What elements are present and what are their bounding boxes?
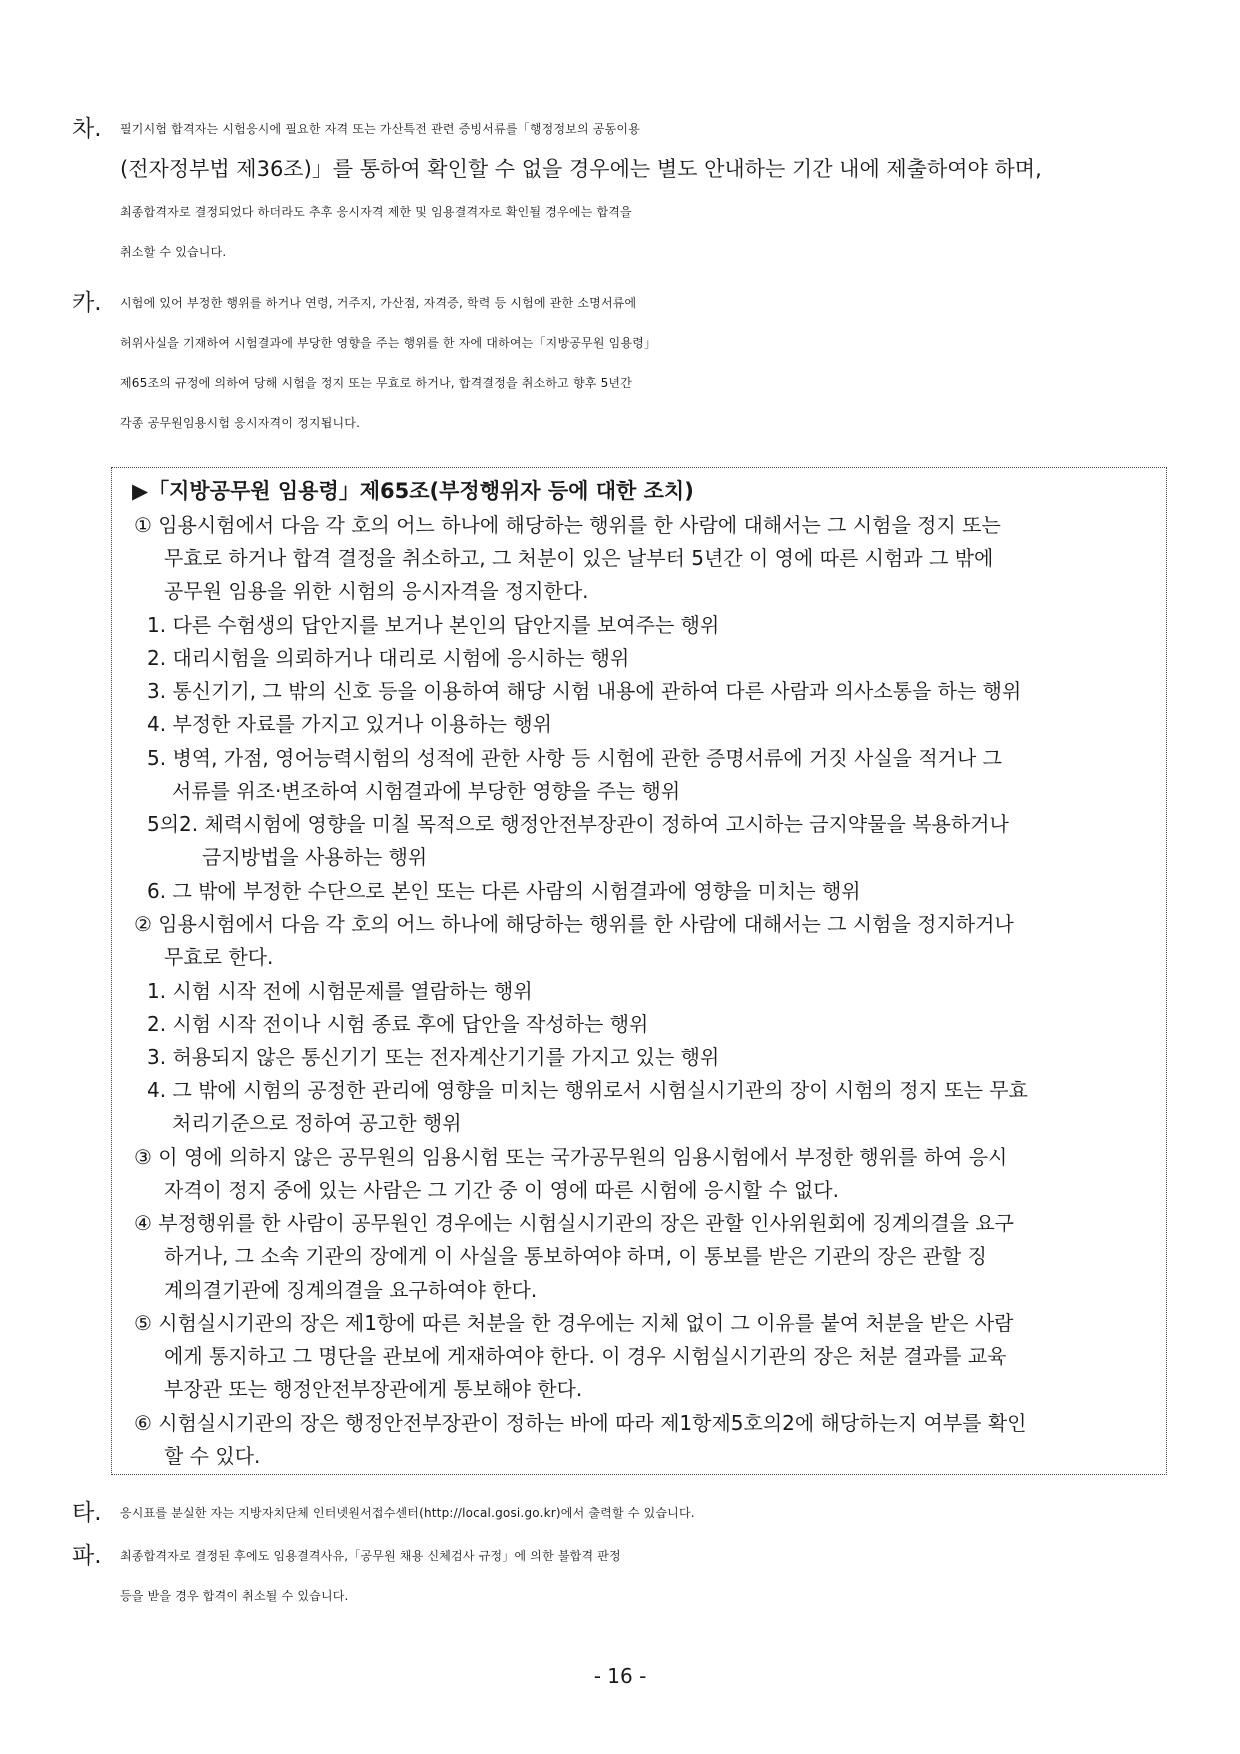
box-line: 1. 시험 시작 전에 시험문제를 열람하는 행위 [147,979,533,1003]
box-line: ⑥ 시험실시기관의 장은 행정안전부장관이 정하는 바에 따라 제1항제5호의2에 해당하는지 여부를 확인 [134,1411,1027,1435]
box-line: 5의2. 체력시험에 영향을 미칠 목적으로 행정안전부장관이 정하여 고시하는 금지약물을 복용하거나 [147,812,1009,836]
item-line: 응시표를 분실한 자는 지방자치단체 인터넷원서접수센터(http://local.gosi.go.kr)에서 출력할 수 있습니다. [120,1506,695,1520]
box-line: ① 임용시험에서 다음 각 호의 어느 하나에 해당하는 행위를 한 사람에 대해서는 그 시험을 정지 또는 [134,513,1001,537]
item-ta [72,1493,1178,1533]
item-marker: 타. [72,1500,102,1526]
item-line: 제65조의 규정에 의하여 당해 시험을 정지 또는 무효로 하거나, 합격결정을 취소하고 향후 5년간 [120,376,632,390]
box-line: 2. 시험 시작 전이나 시험 종료 후에 답안을 작성하는 행위 [147,1012,649,1036]
item-line: 취소할 수 있습니다. [120,245,227,259]
box-line: 4. 그 밖에 시험의 공정한 관리에 영향을 미치는 행위로서 시험실시기관의 장이 시험의 정지 또는 무효 [147,1078,1028,1102]
law-citation: (전자정부법 제36조)」를 통하여 확인할 수 없을 경우에는 별도 안내하는 기간 내에 제출하여야 하며, [120,157,1042,181]
item-line: 필기시험 합격자는 시험응시에 필요한 자격 또는 가산특전 관련 증빙서류를「행정정보의 공동이용 [120,122,641,136]
box-line: 할 수 있다. [164,1444,261,1468]
item-line: 각종 공무원임용시험 응시자격이 정지됩니다. [120,416,361,430]
item-line [72,149,1178,192]
box-line: 무효로 하거나 합격 결정을 취소하고, 그 처분이 있은 날부터 5년간 이 영에 따른 시험과 그 밖에 [164,546,994,570]
box-line: 1. 다른 수험생의 답안지를 보거나 본인의 답안지를 보여주는 행위 [147,613,720,637]
item-pa [72,1536,1178,1616]
item-ka [72,283,1178,443]
box-line: ③ 이 영에 의하지 않은 공무원의 임용시험 또는 국가공무원의 임용시험에서 부정한 행위를 하여 응시 [134,1145,1008,1169]
box-line: 4. 부정한 자료를 가지고 있거나 이용하는 행위 [147,712,552,736]
box-line: 공무원 임용을 위한 시험의 응시자격을 정지한다. [164,579,589,603]
item-line: 시험에 있어 부정한 행위를 하거나 연령, 거주지, 가산점, 자격증, 학력 등 시험에 관한 소명서류에 [120,296,637,310]
box-line: 부장관 또는 행정안전부장관에게 통보해야 한다. [164,1377,583,1401]
box-line: 6. 그 밖에 부정한 수단으로 본인 또는 다른 사람의 시험결과에 영향을 미치는 행위 [147,879,861,903]
law-excerpt-title: ▶「지방공무원 임용령」제65조(부정행위자 등에 대한 조치) [132,479,694,503]
box-line: ⑤ 시험실시기관의 장은 제1항에 따른 처분을 한 경우에는 지체 없이 그 이유를 붙여 처분을 받은 사람 [134,1311,1014,1335]
item-marker: 차. [72,116,102,142]
law-excerpt-box [111,467,1167,1475]
box-line: 하거나, 그 소속 기관의 장에게 이 사실을 통보하여야 하며, 이 통보를 받은 기관의 장은 관할 징 [164,1244,987,1268]
box-line: ② 임용시험에서 다음 각 호의 어느 하나에 해당하는 행위를 한 사람에 대해서는 그 시험을 정지하거나 [134,912,1014,936]
item-line: 허위사실을 기재하여 시험결과에 부당한 영향을 주는 행위를 한 자에 대하여는「지방공무원 임용령」 [120,336,657,350]
item-marker: 카. [72,290,102,316]
item-marker: 파. [72,1543,102,1569]
box-line: 에게 통지하고 그 명단을 관보에 게재하여야 한다. 이 경우 시험실시기관의 장은 처분 결과를 교육 [164,1344,1007,1368]
box-line: 처리기준으로 정하여 공고한 행위 [172,1111,462,1135]
box-line: 5. 병역, 가점, 영어능력시험의 성적에 관한 사항 등 시험에 관한 증명서류에 거짓 사실을 적거나 그 [147,746,1002,770]
box-line: ④ 부정행위를 한 사람이 공무원인 경우에는 시험실시기관의 장은 관할 인사위원회에 징계의결을 요구 [134,1211,1014,1235]
box-line: 계의결기관에 징계의결을 요구하여야 한다. [164,1278,538,1302]
box-line: 3. 허용되지 않은 통신기기 또는 전자계산기기를 가지고 있는 행위 [147,1045,720,1069]
page-number: - 16 - [593,1664,647,1688]
item-line: 최종합격자로 결정된 후에도 임용결격사유,「공무원 채용 신체검사 규정」에 의한 불합격 판정 [120,1549,621,1563]
box-line: 자격이 정지 중에 있는 사람은 그 기간 중 이 영에 따른 시험에 응시할 수 없다. [164,1178,839,1202]
box-line: 3. 통신기기, 그 밖의 신호 등을 이용하여 해당 시험 내용에 관하여 다른 사람과 의사소통을 하는 행위 [147,679,1022,703]
box-line: 2. 대리시험을 의뢰하거나 대리로 시험에 응시하는 행위 [147,646,630,670]
item-line: 등을 받을 경우 합격이 취소될 수 있습니다. [120,1589,349,1603]
item-line: 최종합격자로 결정되었다 하더라도 추후 응시자격 제한 및 임용결격자로 확인될 경우에는 합격을 [120,205,632,219]
item-cha [72,109,1178,272]
box-line: 무효로 한다. [164,945,274,969]
box-line: 금지방법을 사용하는 행위 [202,845,428,869]
box-line: 서류를 위조·변조하여 시험결과에 부당한 영향을 주는 행위 [172,779,681,803]
